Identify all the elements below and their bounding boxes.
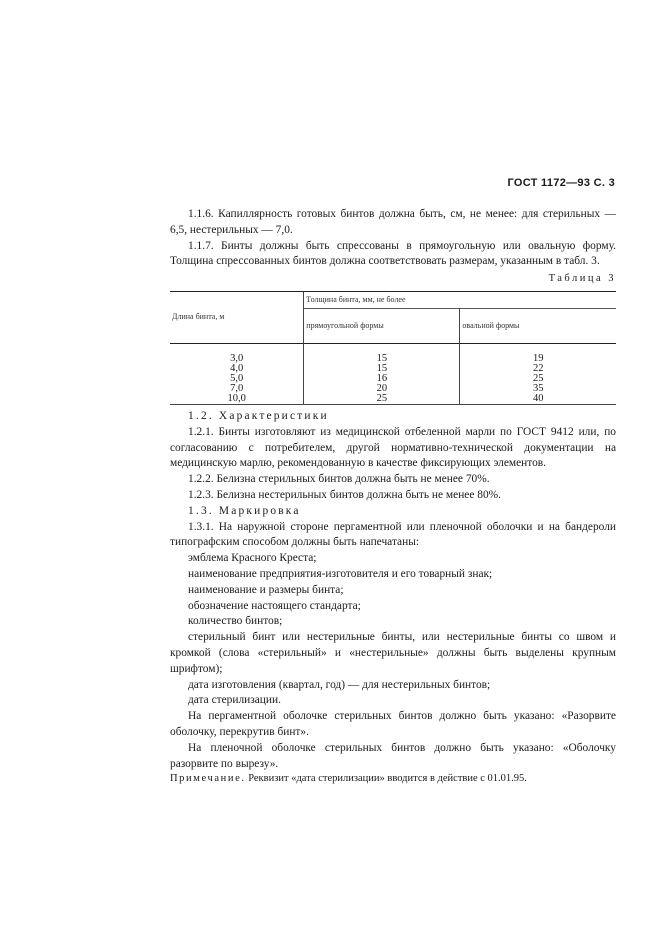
cell-rect: 15: [304, 343, 460, 364]
page-header: ГОСТ 1172—93 С. 3: [507, 177, 615, 189]
cell-rect: 25: [304, 394, 460, 405]
section-1-3-title: 1.3. Маркировка: [188, 504, 301, 517]
list-item: наименование и размеры бинта;: [188, 583, 344, 596]
paragraph-1-3-1: 1.3.1. На наружной стороне пергаментной или пленочной оболочки и на бандероли типографским способом должны быть напечатаны:: [170, 520, 616, 549]
list-item: дата изготовления (квартал, год) — для нестерильных бинтов;: [188, 678, 491, 691]
section-1-2-title: 1.2. Характеристики: [188, 409, 329, 422]
cell-oval: 35: [460, 384, 616, 394]
cell-length: 10,0: [170, 394, 304, 405]
list-item: дата стерилизации.: [188, 694, 281, 707]
list-item: стерильный бинт или нестерильные бинты, или нестерильные бинты со швом и кромкой (слова «стерильный» и «нестерильные» должны быть выделены крупным шрифтом);: [170, 631, 616, 675]
paragraph-1-2-1: 1.2.1. Бинты изготовляют из медицинской отбеленной марли по ГОСТ 9412 или, по согласованию с потребителем, другой нормативно-технической документации на медицинскую марлю, рекомендованную в качестве фиксирующих элементов.: [170, 425, 616, 470]
cell-length: 4,0: [230, 362, 244, 374]
cell-oval: 40: [460, 394, 616, 405]
list-item: наименование предприятия-изготовителя и его товарный знак;: [188, 567, 493, 580]
cell-length: 3,0: [230, 352, 244, 364]
table-row: [170, 394, 616, 405]
col-header-length: Длина бинта, м: [170, 291, 304, 343]
paragraph-1-1-6: 1.1.6. Капиллярность готовых бинтов должна быть, см, не менее: для стерильных — 6,5, нестерильных — 7,0.: [170, 208, 616, 236]
cell-length: 7,0: [230, 382, 244, 394]
col-header-thickness: Толщина бинта, мм, не более: [304, 291, 616, 308]
note-label: Примечание.: [170, 773, 246, 785]
cell-rect: 16: [304, 374, 460, 384]
cell-oval: 19: [460, 343, 616, 364]
list-item: эмблема Красного Креста;: [188, 552, 317, 565]
paragraph-1-2-3: 1.2.3. Белизна нестерильных бинтов должна быть не менее 80%.: [188, 488, 501, 501]
col-header-oval: овальной формы: [460, 308, 616, 343]
cell-oval: 22: [460, 364, 616, 374]
note: [170, 772, 616, 785]
document-body: [170, 207, 616, 785]
note-text: Реквизит «дата стерилизации» вводится в действие с 01.01.95.: [248, 773, 527, 785]
paragraph-1-2-2: 1.2.2. Белизна стерильных бинтов должна быть не менее 70%.: [188, 473, 490, 486]
cell-rect: 20: [304, 384, 460, 394]
cell-length: 5,0: [230, 372, 244, 384]
list-item: количество бинтов;: [188, 615, 283, 628]
table-label: Таблица 3: [548, 273, 616, 285]
paragraph-1-1-7: 1.1.7. Бинты должны быть спрессованы в прямоугольную или овальную форму. Толщина спрессованных бинтов должна соответствовать размерам, указанным в табл. 3.: [170, 239, 616, 268]
paragraph-film: На пленочной оболочке стерильных бинтов должно быть указано: «Оболочку разорвите по вырезу».: [170, 741, 616, 770]
table-row: [170, 343, 616, 364]
cell-rect: 15: [304, 364, 460, 374]
table-3: [170, 291, 616, 405]
cell-oval: 25: [460, 374, 616, 384]
paragraph-parchment: На пергаментной оболочке стерильных бинтов должно быть указано: «Разорвите оболочку, перекрутив бинт».: [170, 710, 616, 738]
col-header-rect: прямоугольной формы: [304, 308, 460, 343]
list-item: обозначение настоящего стандарта;: [188, 599, 361, 612]
